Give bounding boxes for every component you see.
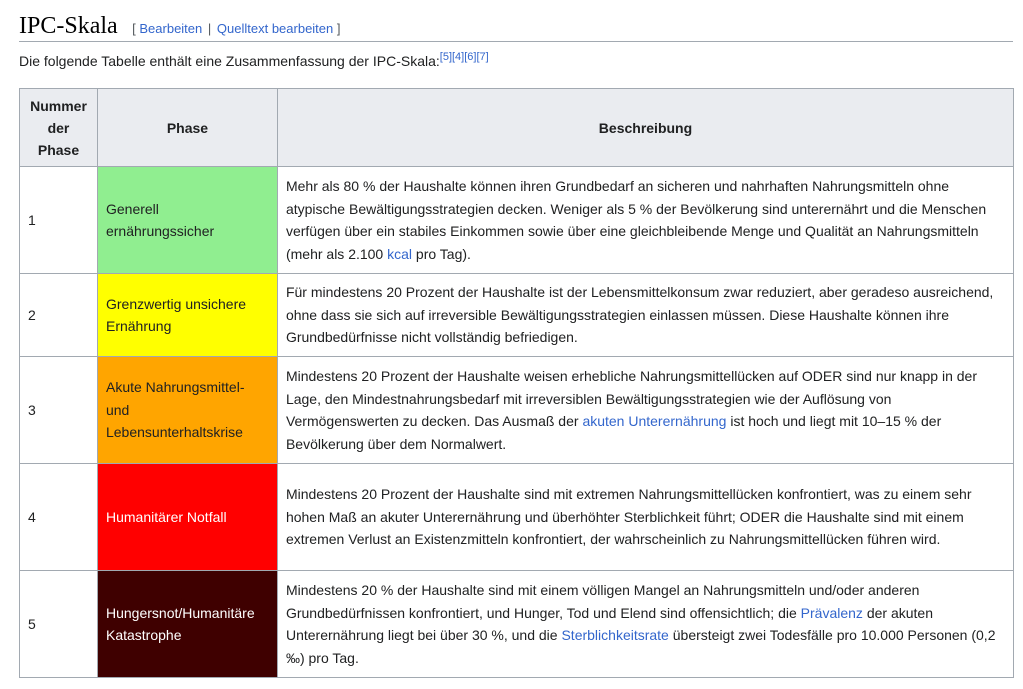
reference-link[interactable]: [5] xyxy=(439,51,452,63)
table-row xyxy=(20,571,1014,678)
reference-link[interactable]: [6] xyxy=(464,51,477,63)
phase-number: 3 xyxy=(20,357,98,464)
reference-link[interactable]: [4] xyxy=(452,51,465,63)
phase-description: Mindestens 20 Prozent der Haushalte weisen erhebliche Nahrungsmittellücken auf ODER sind nur knapp in der Lage, den Mindestnahrungsbedarf mit irreversiblen Bewältigungsstrategien wie der Auflösung von Vermögenswerten zu decken. Das Ausmaß der akuten Unterernährung ist hoch und liegt mit 10–15 % der Bevölkerung über dem Normalwert. xyxy=(277,357,1013,464)
table-row xyxy=(20,167,1014,274)
edit-section-links xyxy=(132,21,340,36)
phase-name: Akute Nahrungsmittel- und Lebensunterhaltskrise xyxy=(97,357,277,464)
section-heading xyxy=(19,11,1013,42)
references xyxy=(440,51,489,63)
edit-bracket-open: [ xyxy=(132,21,136,36)
edit-link[interactable]: Bearbeiten xyxy=(139,21,203,36)
intro-text: Die folgende Tabelle enthält eine Zusammenfassung der IPC-Skala: xyxy=(19,53,440,69)
table-row xyxy=(20,274,1014,357)
phase-name: Generell ernährungssicher xyxy=(97,167,277,274)
akute-unterernaehrung-link[interactable]: akuten Unterernährung xyxy=(582,413,727,429)
reference-link[interactable]: [7] xyxy=(476,51,489,63)
header-description: Beschreibung xyxy=(277,89,1013,167)
header-number: Nummer der Phase xyxy=(20,89,98,167)
edit-source-link[interactable]: Quelltext bearbeiten xyxy=(216,21,334,36)
phase-description: Für mindestens 20 Prozent der Haushalte ist der Lebensmittelkonsum zwar reduziert, aber geradeso ausreichend, ohne dass sie sich auf irreversible Bewältigungsstrategien einlassen müssen. Diese Haushalte können ihre Grundbedürfnisse nicht vollständig befriedigen. xyxy=(277,274,1013,357)
phase-name: Humanitärer Notfall xyxy=(97,464,277,571)
section-title: IPC-Skala xyxy=(19,13,118,39)
phase-description: Mindestens 20 % der Haushalte sind mit einem völligen Mangel an Nahrungsmitteln und/oder anderen Grundbedürfnissen konfrontiert, und Hunger, Tod und Elend sind offensichtlich; die Prävalenz der akuten Unterernährung liegt bei über 30 %, und die Sterblichkeitsrate übersteigt zwei Todesfälle pro 10.000 Personen (0,2 ‰) pro Tag. xyxy=(277,571,1013,678)
kcal-link[interactable]: kcal xyxy=(387,245,413,262)
table-row xyxy=(20,357,1014,464)
phase-description: Mindestens 20 Prozent der Haushalte sind mit extremen Nahrungsmittellücken konfrontiert, was zu einem sehr hohen Maß an akuter Unterernährung und überhöhter Sterblichkeit führt; ODER die Haushalte sind mit einem extremen Verlust an Existenzmitteln konfrontiert, der wahrscheinlich zu Nahrungsmittellücken führen wird. xyxy=(277,464,1013,571)
phase-number: 2 xyxy=(20,274,98,357)
phase-number: 1 xyxy=(20,167,98,274)
phase-name: Hungersnot/Humanitäre Katastrophe xyxy=(97,571,277,678)
intro-paragraph xyxy=(19,50,489,72)
edit-bracket-close: ] xyxy=(336,21,341,36)
phase-number: 4 xyxy=(20,464,98,571)
phase-description: Mehr als 80 % der Haushalte können ihren Grundbedarf an sicheren und nahrhaften Nahrungsmitteln ohne atypische Bewältigungsstrategien decken. Weniger als 5 % der Bevölkerung sind unterernährt und die Menschen verfügen über ein stabiles Einkommen sowie über eine gleichbleibende Menge und Qualität an Nahrungsmitteln (mehr als 2.100 kcal pro Tag). xyxy=(277,167,1013,274)
table-row xyxy=(20,464,1014,571)
ipc-table xyxy=(19,88,1014,678)
header-phase: Phase xyxy=(97,89,277,167)
sterblichkeitsrate-link[interactable]: Sterblichkeitsrate xyxy=(561,627,669,643)
edit-separator: | xyxy=(207,21,212,36)
table-header-row xyxy=(20,89,1014,167)
praevalenz-link[interactable]: Prävalenz xyxy=(800,604,863,621)
phase-number: 5 xyxy=(20,571,98,678)
phase-name: Grenzwertig unsichere Ernährung xyxy=(97,274,277,357)
